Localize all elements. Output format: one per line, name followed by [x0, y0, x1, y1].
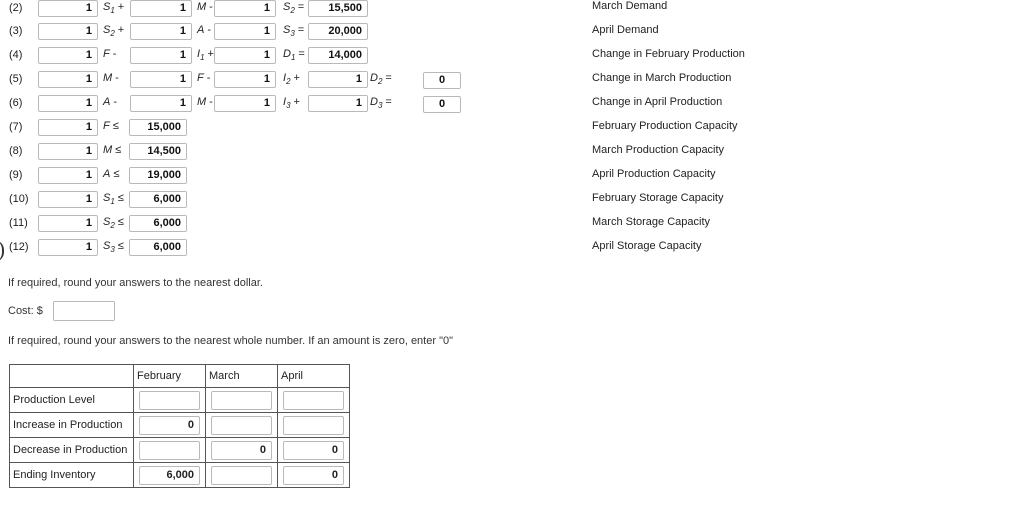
- constraint-value-box[interactable]: 1: [38, 47, 98, 64]
- constraint-value-box[interactable]: 1: [38, 191, 98, 208]
- constraint-description: April Storage Capacity: [592, 240, 702, 252]
- row-number: (12): [9, 241, 29, 253]
- variable-name: A: [103, 96, 111, 108]
- row-number: (6): [9, 97, 23, 109]
- variable-name: $D_1$: [283, 48, 296, 63]
- operator: +: [117, 1, 125, 13]
- constraint-value-box[interactable]: 1: [130, 71, 192, 88]
- constraint-value-box[interactable]: 1: [130, 95, 192, 112]
- table-cell: [278, 463, 350, 488]
- answer-input[interactable]: [139, 391, 200, 410]
- operator: ≤: [117, 216, 124, 228]
- constraint-value-box[interactable]: 1: [214, 0, 276, 17]
- answer-input[interactable]: [211, 391, 272, 410]
- operator: ≤: [117, 240, 124, 252]
- row-number: (4): [9, 49, 23, 61]
- operator: -: [209, 1, 213, 13]
- answer-input[interactable]: [211, 416, 272, 435]
- operator: -: [209, 96, 213, 108]
- variable-name: M: [197, 96, 207, 108]
- constraint-description: Change in February Production: [592, 48, 745, 60]
- table-row: [10, 413, 350, 438]
- constraint-value-box[interactable]: 15,500: [308, 0, 368, 17]
- constraint-description: April Demand: [592, 24, 659, 36]
- variable-label: [197, 24, 211, 36]
- left-bracket-decoration: [0, 240, 4, 262]
- constraint-value-box[interactable]: 1: [38, 143, 98, 160]
- variable-label: [283, 48, 305, 62]
- variable-label: [103, 48, 116, 60]
- row-number: (10): [9, 193, 29, 205]
- answer-input[interactable]: [283, 416, 344, 435]
- operator: =: [298, 48, 305, 60]
- row-label: Production Level: [10, 388, 134, 413]
- constraint-description: Change in March Production: [592, 72, 732, 84]
- operator: ≤: [112, 120, 119, 132]
- variable-name: $S_3$: [283, 24, 295, 39]
- constraint-value-box[interactable]: 1: [38, 119, 98, 136]
- variable-name: $D_3$: [370, 96, 383, 111]
- header-april: April: [278, 365, 350, 388]
- row-number: (2): [9, 2, 23, 14]
- variable-label: [103, 216, 124, 230]
- variable-name: A: [197, 24, 205, 36]
- answer-input[interactable]: 0: [283, 441, 344, 460]
- constraint-description: April Production Capacity: [592, 168, 716, 180]
- cost-label: Cost: $: [8, 305, 43, 317]
- constraint-description: February Production Capacity: [592, 120, 738, 132]
- answer-input[interactable]: 6,000: [139, 466, 200, 485]
- variable-label: [103, 120, 119, 132]
- table-cell: [134, 413, 206, 438]
- operator: =: [297, 24, 305, 36]
- constraint-description: March Storage Capacity: [592, 216, 710, 228]
- row-number: (3): [9, 25, 23, 37]
- variable-name: A: [103, 168, 111, 180]
- row-number: (9): [9, 169, 23, 181]
- variable-name: M: [103, 144, 113, 156]
- table-row: [10, 388, 350, 413]
- table-cell: [206, 413, 278, 438]
- table-cell: [134, 463, 206, 488]
- operator: +: [293, 72, 300, 84]
- constraint-value-box[interactable]: 1: [38, 239, 98, 256]
- operator: =: [385, 72, 392, 84]
- variable-label: [283, 24, 304, 38]
- answer-input[interactable]: 0: [139, 416, 200, 435]
- answer-input[interactable]: [139, 441, 200, 460]
- operator: -: [113, 96, 118, 108]
- answer-input[interactable]: [211, 466, 272, 485]
- round-whole-note: If required, round your answers to the nearest whole number. If an amount is zero, enter "0": [8, 335, 453, 347]
- variable-name: M: [197, 1, 207, 13]
- constraint-value-box[interactable]: 1: [38, 23, 98, 40]
- table-cell: [206, 438, 278, 463]
- constraint-value-box[interactable]: 1: [130, 0, 192, 17]
- constraint-value-box[interactable]: 1: [214, 23, 276, 40]
- variable-label: [103, 168, 119, 180]
- operator: +: [117, 24, 125, 36]
- variable-name: $D_2$: [370, 72, 383, 87]
- table-cell: [134, 438, 206, 463]
- table-cell: [278, 388, 350, 413]
- constraint-value-box[interactable]: 0: [423, 72, 461, 89]
- answer-input[interactable]: 0: [283, 466, 344, 485]
- variable-label: [103, 240, 124, 254]
- round-dollar-note: If required, round your answers to the nearest dollar.: [8, 277, 263, 289]
- operator: =: [297, 1, 305, 13]
- variable-label: [103, 1, 124, 15]
- constraint-value-box[interactable]: 1: [130, 47, 192, 64]
- operator: =: [385, 96, 392, 108]
- variable-label: [370, 96, 392, 110]
- table-cell: [206, 463, 278, 488]
- operator: +: [207, 48, 214, 60]
- variable-name: M: [103, 72, 113, 84]
- constraint-value-box[interactable]: 1: [38, 71, 98, 88]
- variable-name: $S_2$: [103, 216, 115, 231]
- row-number: (5): [9, 73, 23, 85]
- operator: -: [112, 48, 117, 60]
- constraint-value-box[interactable]: 1: [214, 71, 276, 88]
- row-label: Decrease in Production: [10, 438, 134, 463]
- variable-label: [103, 192, 124, 206]
- variable-label: [197, 1, 213, 13]
- cost-input[interactable]: [53, 301, 115, 321]
- variable-name: $I_1$: [197, 48, 205, 63]
- constraint-value-box[interactable]: 1: [130, 23, 192, 40]
- constraint-value-box[interactable]: 19,000: [129, 167, 187, 184]
- table-cell: [278, 413, 350, 438]
- operator: +: [293, 96, 300, 108]
- constraint-value-box[interactable]: 6,000: [129, 239, 187, 256]
- constraint-description: February Storage Capacity: [592, 192, 724, 204]
- table-cell: [278, 438, 350, 463]
- header-march: March: [206, 365, 278, 388]
- variable-name: F: [103, 120, 110, 132]
- production-table: [9, 364, 350, 488]
- variable-label: [283, 1, 304, 15]
- table-header-row: [10, 365, 350, 388]
- table-cell: [134, 388, 206, 413]
- table-row: [10, 463, 350, 488]
- constraint-description: March Production Capacity: [592, 144, 725, 156]
- answer-input[interactable]: 0: [211, 441, 272, 460]
- operator: ≤: [117, 192, 124, 204]
- constraint-description: Change in April Production: [592, 96, 723, 108]
- variable-label: [103, 144, 121, 156]
- constraint-value-box[interactable]: 1: [38, 215, 98, 232]
- variable-name: $S_2$: [283, 1, 295, 16]
- operator: -: [115, 72, 119, 84]
- constraint-value-box[interactable]: 14,500: [129, 143, 187, 160]
- constraint-value-box[interactable]: 6,000: [129, 191, 187, 208]
- variable-name: F: [197, 72, 204, 84]
- variable-label: [197, 48, 214, 62]
- row-label: Increase in Production: [10, 413, 134, 438]
- variable-label: [197, 72, 210, 84]
- operator: -: [206, 72, 211, 84]
- constraint-value-box[interactable]: 0: [423, 96, 461, 113]
- constraint-value-box[interactable]: 20,000: [308, 23, 368, 40]
- constraint-value-box[interactable]: 1: [214, 47, 276, 64]
- row-number: (8): [9, 145, 23, 157]
- constraint-value-box[interactable]: 6,000: [129, 215, 187, 232]
- constraint-value-box[interactable]: 1: [38, 0, 98, 17]
- variable-name: $S_2$: [103, 24, 115, 39]
- row-number: (7): [9, 121, 23, 133]
- variable-label: [103, 96, 117, 108]
- variable-label: [283, 96, 300, 110]
- constraint-value-box[interactable]: 1: [308, 71, 368, 88]
- constraint-value-box[interactable]: 1: [214, 95, 276, 112]
- constraint-value-box[interactable]: 14,000: [308, 47, 368, 64]
- table-row: [10, 438, 350, 463]
- answer-input[interactable]: [283, 391, 344, 410]
- operator: ≤: [113, 168, 120, 180]
- row-number: (11): [9, 217, 28, 229]
- variable-name: $I_3$: [283, 96, 291, 111]
- variable-label: [197, 96, 213, 108]
- operator: ≤: [115, 144, 122, 156]
- variable-name: $S_3$: [103, 240, 115, 255]
- row-label: Ending Inventory: [10, 463, 134, 488]
- variable-name: $S_1$: [103, 192, 115, 207]
- variable-name: F: [103, 48, 110, 60]
- variable-label: [103, 24, 124, 38]
- constraint-value-box[interactable]: 15,000: [129, 119, 187, 136]
- variable-label: [103, 72, 119, 84]
- table-cell: [206, 388, 278, 413]
- constraint-value-box[interactable]: 1: [38, 167, 98, 184]
- constraint-value-box[interactable]: 1: [308, 95, 368, 112]
- variable-label: [283, 72, 300, 86]
- header-february: February: [134, 365, 206, 388]
- variable-name: $I_2$: [283, 72, 291, 87]
- variable-name: $S_1$: [103, 1, 115, 16]
- operator: -: [207, 24, 212, 36]
- header-corner: [10, 365, 134, 388]
- variable-label: [370, 72, 392, 86]
- constraint-value-box[interactable]: 1: [38, 95, 98, 112]
- constraint-description: March Demand: [592, 0, 668, 12]
